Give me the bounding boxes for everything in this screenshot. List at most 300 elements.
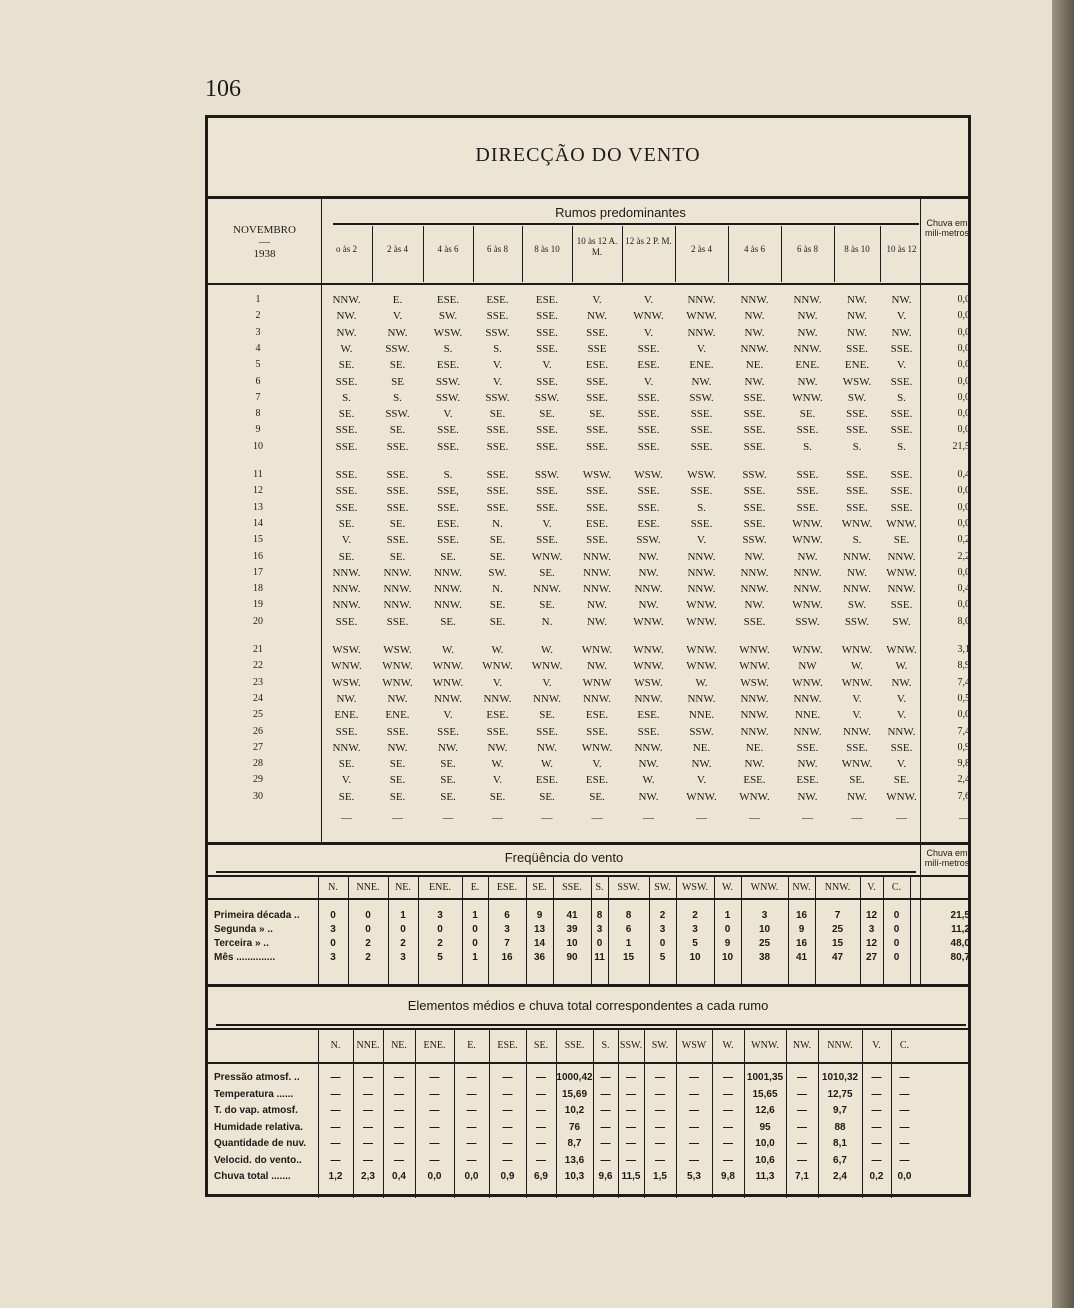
elements-value: 15,69 [561,1088,588,1100]
wind-direction: WNW. [841,758,873,771]
freq-value: 9 [536,910,543,921]
elements-value: 6,7 [833,1154,847,1166]
wind-direction: N. [541,615,553,628]
col-divider [372,226,373,282]
wind-direction: ESE. [637,359,660,372]
time-header: 8 às 10 [844,244,870,254]
wind-direction: SSW. [435,375,461,388]
wind-direction: SSW. [742,469,767,481]
freq-header: NW. [792,882,811,893]
freq-value: 0 [365,924,371,935]
elements-value: — [363,1138,373,1149]
day-number: 25 [253,709,263,721]
freq-value: 0 [437,924,443,935]
wind-direction: SSE. [796,501,819,514]
wind-direction: SSE. [743,485,766,498]
wind-direction: WNW. [739,660,770,673]
wind-direction: SSE. [536,326,558,339]
wind-direction: SE. [338,790,355,803]
rain-value: 0,0 [957,408,970,420]
wind-direction: SSE. [586,326,608,339]
elements-value: — [363,1105,373,1116]
wind-direction: NNW. [687,550,716,563]
wind-direction: SSE. [335,615,358,628]
elements-value: — [871,1072,882,1083]
wind-direction: NW. [387,692,408,705]
freq-value: 27 [865,952,878,963]
elements-value: 6,9 [534,1171,548,1182]
freq-value: 3 [868,924,875,935]
wind-direction: WSW. [687,469,716,481]
wind-direction: V. [443,408,453,421]
wind-direction: ESE. [585,517,609,530]
elements-value: 95 [759,1121,771,1133]
wind-direction: SSE. [386,469,409,481]
elements-value: — [899,1154,910,1166]
wind-direction: WNW. [581,741,613,754]
day-number: 16 [253,550,263,562]
freq-value: 3 [504,924,510,935]
freq-value: 2 [365,938,371,949]
freq-value: 11 [594,952,605,963]
wind-direction: V. [896,310,907,323]
elements-value: — [600,1154,611,1166]
wind-direction: ESE. [436,359,460,372]
wind-direction: SE. [489,534,506,547]
wind-direction: ESE. [486,294,509,306]
rain-value: 0,0 [957,375,970,387]
freq-value: 0 [330,938,336,949]
wind-direction: WNW. [331,660,362,673]
freq-row-label: Terceira » .. [214,938,269,949]
wind-direction: SSW. [485,326,510,339]
time-header: 6 às 8 [487,244,508,254]
wind-direction: WSW. [582,469,612,481]
freq-value: 1 [472,910,478,921]
wind-direction: NW. [336,326,357,339]
wind-direction: WSW. [332,676,361,689]
wind-direction: ENE. [844,359,870,372]
elements-value: — [429,1105,440,1116]
day-number: 20 [253,615,263,627]
elements-value: — [330,1121,341,1133]
elements-value: — [600,1138,611,1149]
wind-direction: SW. [488,566,507,579]
day-number: 6 [255,375,261,387]
wind-direction: NNW. [383,583,412,596]
elements-divider [208,984,968,987]
wind-direction: NW. [387,326,408,339]
dash: — [591,812,603,824]
elements-value: 10,0 [755,1138,775,1149]
elements-title: Elementos médios e chuva total correspondentes a cada rumo [407,998,769,1013]
elements-value: — [723,1138,733,1149]
wind-direction: SSE. [890,375,913,388]
freq-value: 3 [659,924,666,935]
elements-header: NW. [792,1040,812,1051]
wind-direction: V. [492,774,503,787]
wind-direction: SSE. [335,469,358,481]
wind-direction: SE. [799,408,816,421]
elements-value: — [502,1088,513,1100]
wind-direction: NW. [691,758,712,771]
day-number: 12 [253,485,263,497]
elements-value: — [502,1072,513,1083]
wind-direction: V. [852,692,862,705]
freq-value: 2 [365,952,371,963]
freq-value: 2 [659,910,666,921]
wind-direction: ENE. [689,359,714,372]
freq-value: 90 [566,952,578,963]
wind-direction: SE. [338,758,355,771]
wind-direction: SE. [849,774,865,787]
wind-direction: NW. [638,790,659,803]
freq-value: 3 [330,952,336,963]
wind-direction: SE. [389,424,406,437]
wind-direction: S. [443,342,453,355]
elements-value: 0,9 [500,1171,515,1182]
wind-direction: SSE. [796,485,819,498]
wind-direction: SSE. [486,725,509,738]
wind-direction: SE. [539,408,555,421]
wind-direction: NNW. [842,725,871,738]
wind-direction: WNW. [792,599,823,612]
elements-value: — [797,1138,807,1149]
wind-direction: SSW. [534,391,560,404]
wind-direction: NW. [387,741,408,754]
day-number: 13 [253,501,263,513]
wind-direction: SSE. [586,725,608,738]
wind-direction: SE. [389,774,406,787]
wind-direction: SSE. [386,501,409,514]
wind-direction: WNW. [686,310,717,323]
wind-direction: S. [342,391,351,404]
wind-direction: WNW. [686,644,717,656]
wind-direction: S. [493,342,502,355]
col-divider [622,226,623,282]
wind-direction: WNW. [432,660,464,673]
elements-value: — [655,1088,665,1100]
wind-direction: NNW. [740,692,769,705]
wind-direction: S. [803,440,812,453]
wind-direction: SSE. [846,469,868,481]
wind-direction: SSW. [795,615,820,628]
freq-value: 10 [758,924,771,935]
elements-value: 0,2 [869,1171,884,1182]
col-divider [910,875,911,985]
wind-direction: WNW. [382,676,413,689]
wind-direction: NNW. [433,599,462,612]
rain-value: 8,0 [957,615,970,627]
wind-direction: SSE. [536,534,558,547]
elements-value: — [536,1154,546,1166]
wind-direction: SE. [440,550,456,563]
wind-direction: SW. [892,615,911,628]
wind-direction: NW. [586,660,608,673]
elements-row-label: Humidade relativa. [214,1121,303,1133]
wind-direction: NNW. [582,692,611,705]
wind-direction: S. [697,501,706,514]
wind-direction: W. [850,660,864,673]
wind-direction: NW. [744,599,765,612]
wind-direction: SSW. [534,469,560,481]
elements-value: 9,6 [598,1171,613,1182]
freq-row-label: Segunda » .. [214,924,273,935]
wind-direction: SE. [539,790,555,803]
wind-direction: SSE. [637,725,660,738]
elements-value: — [466,1105,477,1116]
wind-direction: SSE. [335,375,358,388]
wind-direction: V. [896,692,907,705]
elements-value: 9,8 [721,1171,735,1182]
wind-direction: SSE. [335,725,358,738]
wind-direction: NW. [586,310,608,323]
day-number: 26 [253,725,263,737]
elements-header: SE. [533,1040,549,1051]
wind-direction: NNW. [887,583,916,596]
elements-value: — [797,1072,807,1083]
freq-value: 36 [533,952,546,963]
wind-direction: SSE. [437,424,459,437]
wind-direction: WSW. [740,676,769,689]
elements-value: — [394,1138,404,1149]
elements-value: — [899,1138,910,1149]
freq-header: NNE. [356,882,380,893]
wind-direction: W. [491,758,504,771]
wind-direction: SE. [389,359,406,372]
elements-value: 11,3 [755,1171,775,1182]
wind-direction: V. [492,375,503,388]
elements-row-label: Temperatura ...... [214,1088,294,1100]
freq-value: 39 [566,924,578,935]
wind-direction: NW. [797,326,818,339]
freq-header: S. [595,882,604,893]
elements-value: 10,6 [755,1154,775,1166]
elements-value: 7,1 [795,1171,809,1182]
wind-direction: SE. [440,774,456,787]
wind-direction: SSE. [743,501,766,514]
elements-value: — [899,1105,910,1116]
elements-value: — [536,1088,546,1100]
wind-direction: NNW. [433,566,462,579]
rain-value: 2,4 [957,774,970,786]
elements-value: — [871,1138,882,1149]
wind-direction: W. [441,644,455,656]
wind-direction: SSE. [536,375,558,388]
freq-rain: 21,5 [950,910,970,921]
year-label: 1938 [253,248,276,260]
elements-value: — [363,1088,373,1100]
wind-direction: NW. [691,375,712,388]
elements-header: NNW. [827,1040,853,1051]
freq-chuva-header: Chuva em milí-metros [924,848,970,868]
wind-direction: NNW. [740,709,769,722]
elements-value: — [466,1088,477,1100]
freq-value: 10 [689,952,701,963]
wind-direction: W. [895,660,908,673]
dash: — [696,812,707,824]
time-header: o às 2 [336,244,357,254]
elements-value: — [502,1154,513,1166]
wind-direction: NNW. [332,583,361,596]
wind-direction: NNW. [793,566,822,579]
dash: — [442,812,454,824]
wind-direction: SW. [847,391,867,404]
elements-header: NE. [391,1040,407,1051]
freq-value: 6 [504,910,510,921]
freq-value: 1 [400,910,406,921]
wind-direction: SSE. [437,534,459,547]
wind-direction: V. [896,709,907,722]
dash: — [802,812,813,824]
elements-value: — [600,1072,611,1083]
freq-value: 2 [400,938,406,949]
wind-direction: WNW. [633,644,664,656]
wind-direction: NNW. [740,294,769,306]
wind-direction: WNW. [792,644,823,656]
elements-value: 9,7 [833,1105,847,1116]
wind-direction: SE. [589,408,605,421]
day-number: 4 [255,342,261,354]
elements-value: — [536,1121,546,1133]
time-header: 10 às 12 A. M. [576,236,618,257]
rain-value: 0,0 [957,709,970,721]
wind-direction: WNW. [792,391,823,404]
wind-direction: NW. [797,550,818,563]
wind-direction: V. [852,709,862,722]
elements-value: — [871,1154,882,1166]
elements-value: 88 [834,1121,846,1133]
table-frame [205,115,971,1197]
elements-value: — [429,1072,440,1083]
wind-direction: WSW. [332,644,361,656]
wind-direction: SE. [389,517,406,530]
col-divider [473,226,474,282]
rain-value: 0,4 [957,469,970,480]
wind-direction: S. [443,469,453,481]
rain-value: 2,2 [957,550,970,562]
wind-direction: SSE. [536,501,558,514]
elements-value: — [536,1138,546,1149]
wind-direction: SSW. [689,725,714,738]
freq-value: 2 [437,938,443,949]
wind-direction: SE. [589,790,605,803]
wind-direction: WNW. [886,566,917,579]
wind-direction: SSE. [536,310,558,323]
dash: — [896,812,907,824]
wind-direction: SSE. [486,485,509,498]
elements-value: — [871,1088,882,1100]
wind-direction: NW. [891,294,912,306]
wind-direction: V. [643,375,654,388]
wind-direction: SE. [893,774,910,787]
wind-direction: SE. [539,599,555,612]
wind-direction: V. [341,774,352,787]
rain-value: 0,0 [957,485,970,497]
elements-value: — [600,1105,611,1116]
wind-direction: NNW. [887,550,916,563]
elements-value: — [626,1105,636,1116]
wind-direction: NNW. [582,550,611,563]
wind-direction: SSE. [743,391,766,404]
elements-value: — [723,1088,733,1100]
elements-value: — [626,1138,636,1149]
wind-direction: NNW. [332,566,361,579]
elements-value: — [655,1105,665,1116]
wind-direction: ESE. [637,709,660,722]
freq-value: 15 [831,938,844,949]
wind-direction: SSE. [890,501,913,514]
wind-direction: WSW. [383,644,412,656]
elements-value: 10,3 [564,1171,585,1182]
wind-direction: WNW. [792,676,823,689]
elements-value: — [723,1105,733,1116]
wind-direction: NNW. [687,583,716,596]
elements-value: — [394,1105,404,1116]
freq-value: 6 [625,924,632,935]
freq-value: 3 [437,910,443,921]
wind-direction: SSE. [437,725,459,738]
wind-direction: V. [542,359,552,372]
freq-header: NE. [395,882,411,893]
freq-value: 41 [795,952,808,963]
wind-direction: SW. [847,599,867,612]
elements-value: — [330,1072,341,1083]
freq-header-divider-bottom [208,898,968,900]
wind-direction: SSE. [743,408,766,421]
time-header: 4 às 6 [437,244,459,254]
wind-direction: SSE. [690,440,713,453]
freq-value: 5 [437,952,443,963]
freq-header: NNW. [824,882,851,893]
wind-direction: SE. [338,517,355,530]
wind-direction: SSE. [586,391,608,404]
elements-value: — [466,1121,477,1133]
elements-row-label: T. do vap. atmosf. [214,1105,298,1116]
wind-direction: SSE. [637,501,660,514]
wind-direction: WNW. [686,790,717,803]
wind-direction: NNW. [842,583,871,596]
elements-value: — [363,1072,373,1083]
col-divider [880,226,881,282]
wind-direction: SSE. [846,408,868,421]
elements-value: — [723,1154,733,1166]
freq-value: 9 [724,938,731,949]
rain-value: 0,5 [957,692,970,704]
wind-direction: WNW. [482,660,513,673]
elements-value: — [689,1138,699,1149]
wind-direction: NNE. [794,709,821,722]
wind-direction: V. [341,534,352,547]
freq-value: 10 [566,938,578,949]
wind-direction: S. [852,440,862,453]
elements-header: V. [872,1040,881,1051]
wind-direction: SSE. [586,440,608,453]
wind-direction: NNW. [793,692,822,705]
freq-value: 1 [472,952,478,963]
elements-value: — [466,1072,477,1083]
wind-direction: SE. [338,359,355,372]
freq-value: 47 [831,952,844,963]
elements-row-label: Pressão atmosf. .. [214,1072,300,1083]
wind-direction: NW. [846,326,868,339]
chuva-header: Chuva em mili-metros [925,218,969,238]
elements-value: — [899,1088,910,1100]
wind-direction: NW. [744,758,765,771]
freq-header: N. [328,882,338,893]
freq-value: 0 [400,924,406,935]
elements-value: — [871,1105,882,1116]
